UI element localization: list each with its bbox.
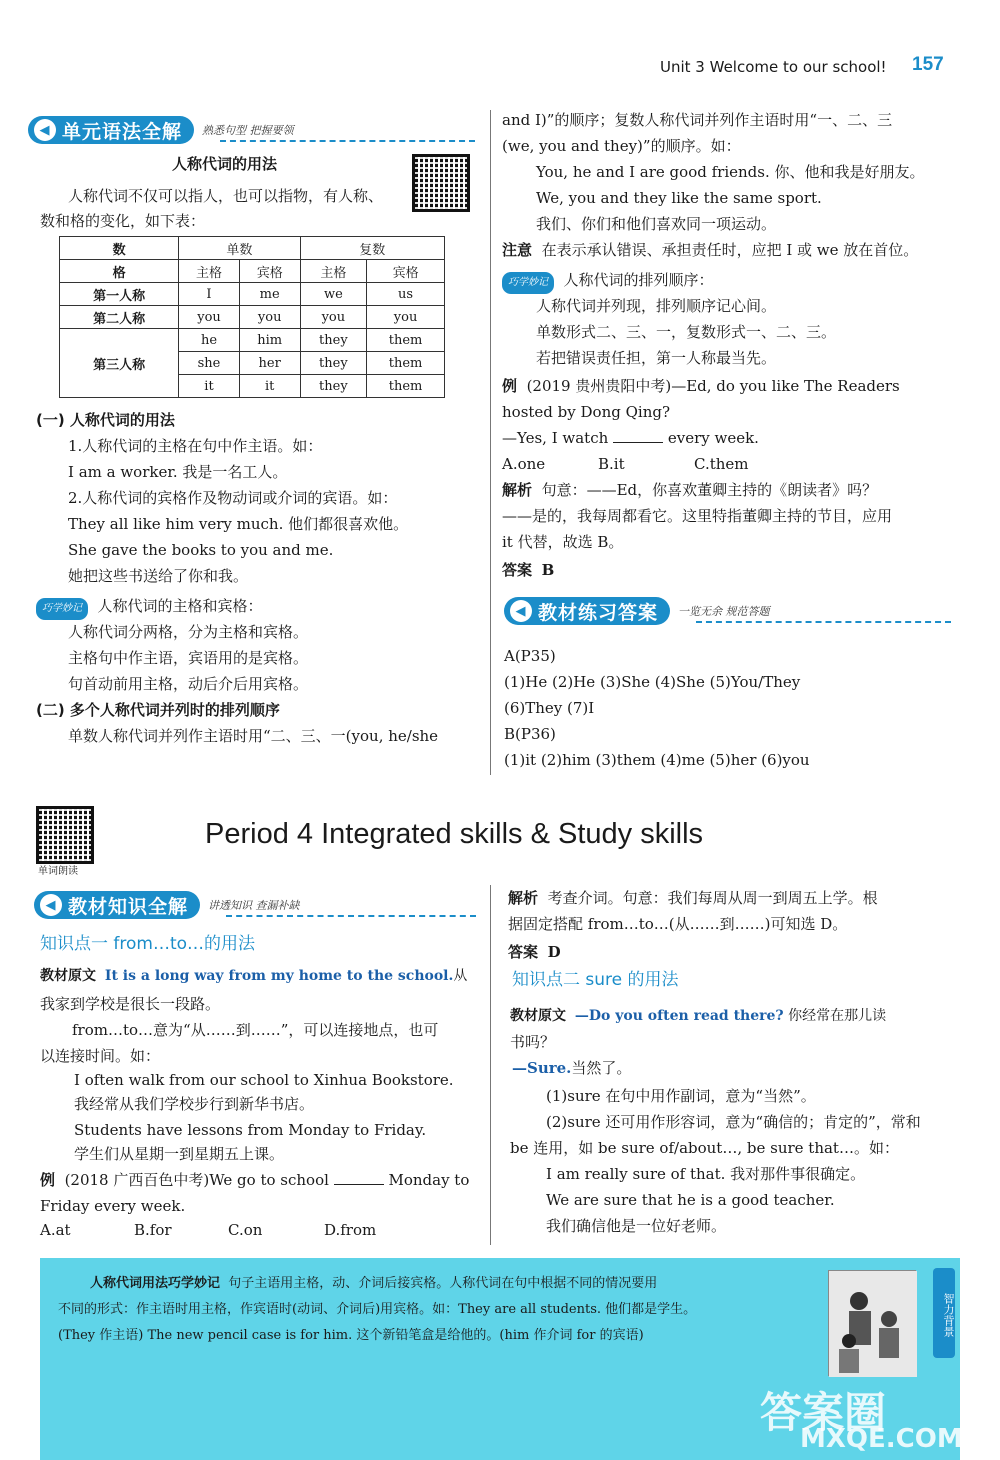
subheading: (二) 多个人称代词并列时的排列顺序 [36, 701, 280, 719]
example-sentence: They all like him very much. 他们都很喜欢他。 [68, 515, 409, 533]
paragraph: (1)sure 在句中用作副词，意为“当然”。 [546, 1087, 816, 1105]
knowledge-point-title: 知识点一 from…to…的用法 [40, 934, 256, 954]
example-sentence: She gave the books to you and me. [68, 541, 334, 559]
paragraph: 人称代词不仅可以指人，也可以指物，有人称、 [68, 187, 384, 205]
answer-key: (6)They (7)I [504, 699, 595, 717]
answer-blank [613, 442, 663, 443]
banner-underline [226, 915, 476, 917]
example-question: —Yes, I watch every week. [502, 429, 759, 447]
paragraph: 我家到学校是很长一段路。 [40, 995, 221, 1013]
banner-underline [696, 621, 951, 623]
speaker-icon: ◀ [34, 119, 56, 141]
option-d: D.from [324, 1221, 377, 1239]
paragraph: 1.人称代词的主格在句中作主语。如： [68, 437, 323, 455]
table-row: 第三人称 he him they them [60, 329, 445, 352]
answer-key: B(P36) [504, 725, 556, 743]
paragraph: (we, you and they)”的顺序。如： [502, 137, 741, 155]
option-a: A.one [502, 455, 546, 473]
paragraph: 2.人称代词的宾格作及物动词或介词的宾语。如： [68, 489, 398, 507]
memory-tip-line: 不同的形式：作主语时用主格，作宾语时(动词、介词后)用宾格。如：They are all students. 他们都是学生。 [58, 1302, 697, 1317]
source-text: 教材原文 —Do you often read there? 你经常在那儿读 [510, 1008, 887, 1024]
rhyme-line: 单数形式二、三、一，复数形式一、二、三。 [536, 323, 837, 341]
paragraph: 单数人称代词并列作主语时用“二、三、一(you, he/she [68, 727, 439, 745]
period-title: Period 4 Integrated skills & Study skills [205, 818, 704, 850]
banner-underline [220, 140, 475, 142]
analysis: 解析 考查介词。句意：我们每周从周一到周五上学。根 [508, 889, 878, 907]
example-sentence: You, he and I are good friends. 你、他和我是好朋友。 [536, 163, 925, 181]
answer-key: A(P35) [504, 647, 556, 665]
column-divider [490, 885, 491, 1245]
example-sentence: 我经常从我们学校步行到新华书店。 [74, 1095, 315, 1113]
pronoun-table: 数 单数 复数 格 主格 宾格 主格 宾格 第一人称 I me we us 第二人称 you you you you 第三人称 he him they them she her they them it it they them [59, 236, 445, 398]
page-number: 157 [912, 54, 944, 75]
column-divider [490, 110, 491, 775]
watermark-text: 答案圈 [760, 1388, 887, 1437]
tip-line: 巧学妙记 人称代词的主格和宾格： [36, 596, 263, 620]
tip-badge: 巧学妙记 [36, 598, 88, 620]
option-a: A.at [40, 1221, 71, 1239]
example-sentence: 她把这些书送给了你和我。 [68, 567, 249, 585]
qr-code-icon [412, 154, 470, 212]
answer: 答案 D [508, 943, 561, 961]
example-question: Friday every week. [40, 1197, 186, 1215]
option-c: C.on [228, 1221, 263, 1239]
paragraph: and I)”的顺序；复数人称代词并列作主语时用“一、二、三 [502, 111, 893, 129]
tip-badge: 巧学妙记 [502, 272, 554, 294]
option-c: C.them [694, 455, 749, 473]
rhyme-line: 若把错误责任担，第一人称最当先。 [536, 349, 777, 367]
table-row: she her they them [60, 352, 445, 375]
watermark-url: MXQE.COM [800, 1424, 963, 1454]
speaker-icon: ◀ [510, 600, 532, 622]
speaker-icon: ◀ [40, 894, 62, 916]
example-sentence: We are sure that he is a good teacher. [546, 1191, 835, 1209]
paragraph: be 连用，如 be sure of/about…, be sure that…。如： [510, 1139, 899, 1157]
example-sentence: 我们确信他是一位好老师。 [546, 1217, 727, 1235]
table-row: 第二人称 you you you you [60, 306, 445, 329]
paragraph: —Sure.当然了。 [512, 1059, 632, 1077]
answer-key: (1)He (2)He (3)She (4)She (5)You/They [504, 673, 801, 691]
running-header: Unit 3 Welcome to our school! [660, 58, 887, 76]
section-banner-exercise-answers: ◀ 教材练习答案 一览无余 规范答题 [504, 596, 770, 626]
subheading: (一) 人称代词的用法 [36, 411, 175, 429]
example-sentence: I am a worker. 我是一名工人。 [68, 463, 288, 481]
source-text: 教材原文 It is a long way from my home to the school.从 [40, 968, 468, 984]
paragraph: 数和格的变化，如下表： [40, 212, 206, 230]
section-heading: 人称代词的用法 [172, 155, 278, 173]
option-b: B.for [134, 1221, 172, 1239]
paragraph: 书吗？ [510, 1033, 556, 1051]
table-row: 第一人称 I me we us [60, 283, 445, 306]
knowledge-point-title: 知识点二 sure 的用法 [512, 970, 679, 990]
analysis: 据固定搭配 from…to…(从……到……)可知选 D。 [508, 915, 848, 933]
example-question: hosted by Dong Qing? [502, 403, 670, 421]
qr-label: 单词朗读 [38, 866, 78, 877]
example-question: 例 (2018 广西百色中考)We go to school Monday to [40, 1171, 470, 1189]
rhyme-line: 人称代词并列现，排列顺序记心间。 [536, 297, 777, 315]
rhyme-line: 主格句中作主语，宾语用的是宾格。 [68, 649, 309, 667]
example-sentence: I often walk from our school to Xinhua Bookstore. [74, 1071, 454, 1089]
memory-tip-line: 人称代词用法巧学妙记 句子主语用主格，动、介词后接宾格。人称代词在句中根据不同的情况要用 [90, 1276, 658, 1291]
section-banner-knowledge: ◀ 教材知识全解 讲透知识 查漏补缺 [34, 890, 300, 920]
answer-key: (1)it (2)him (3)them (4)me (5)her (6)you [504, 751, 810, 769]
example-sentence: 学生们从星期一到星期五上课。 [74, 1145, 285, 1163]
note-line: 注意 在表示承认错误、承担责任时，应把 I 或 we 放在首位。 [502, 241, 919, 259]
analysis: 解析 句意：——Ed，你喜欢董卿主持的《朗读者》吗？ [502, 481, 878, 499]
example-sentence: Students have lessons from Monday to Friday. [74, 1121, 427, 1139]
option-b: B.it [598, 455, 625, 473]
analysis: ——是的，我每周都看它。这里特指董卿主持的节目，应用 [502, 507, 893, 525]
answer: 答案 B [502, 561, 555, 579]
example-sentence: We, you and they like the same sport. [536, 189, 822, 207]
analysis: it 代替，故选 B。 [502, 533, 624, 551]
rhyme-line: 人称代词分两格，分为主格和宾格。 [68, 623, 309, 641]
example-sentence: I am really sure of that. 我对那件事很确定。 [546, 1165, 866, 1183]
section-banner-grammar: ◀ 单元语法全解 熟悉句型 把握要领 [28, 115, 294, 145]
table-row: it it they them [60, 375, 445, 398]
paragraph: (2)sure 还可用作形容词，意为“确信的；肯定的”，常和 [546, 1113, 921, 1131]
classroom-photo [828, 1270, 916, 1376]
paragraph: 以连接时间。如： [40, 1047, 161, 1065]
paragraph: from…to…意为“从……到……”，可以连接地点，也可 [72, 1021, 439, 1039]
side-tag: 智力背景 [933, 1268, 955, 1358]
answer-blank [334, 1184, 384, 1185]
memory-tip-line: (They 作主语) The new pencil case is for him. 这个新铅笔盒是给他的。(him 作介词 for 的宾语) [58, 1328, 644, 1343]
rhyme-line: 句首动前用主格，动后介后用宾格。 [68, 675, 309, 693]
qr-code-icon [36, 806, 94, 864]
example-sentence: 我们、你们和他们喜欢同一项运动。 [536, 215, 777, 233]
tip-line: 巧学妙记 人称代词的排列顺序： [502, 270, 714, 294]
example-question: 例 (2019 贵州贵阳中考)—Ed, do you like The Readers [502, 377, 900, 395]
